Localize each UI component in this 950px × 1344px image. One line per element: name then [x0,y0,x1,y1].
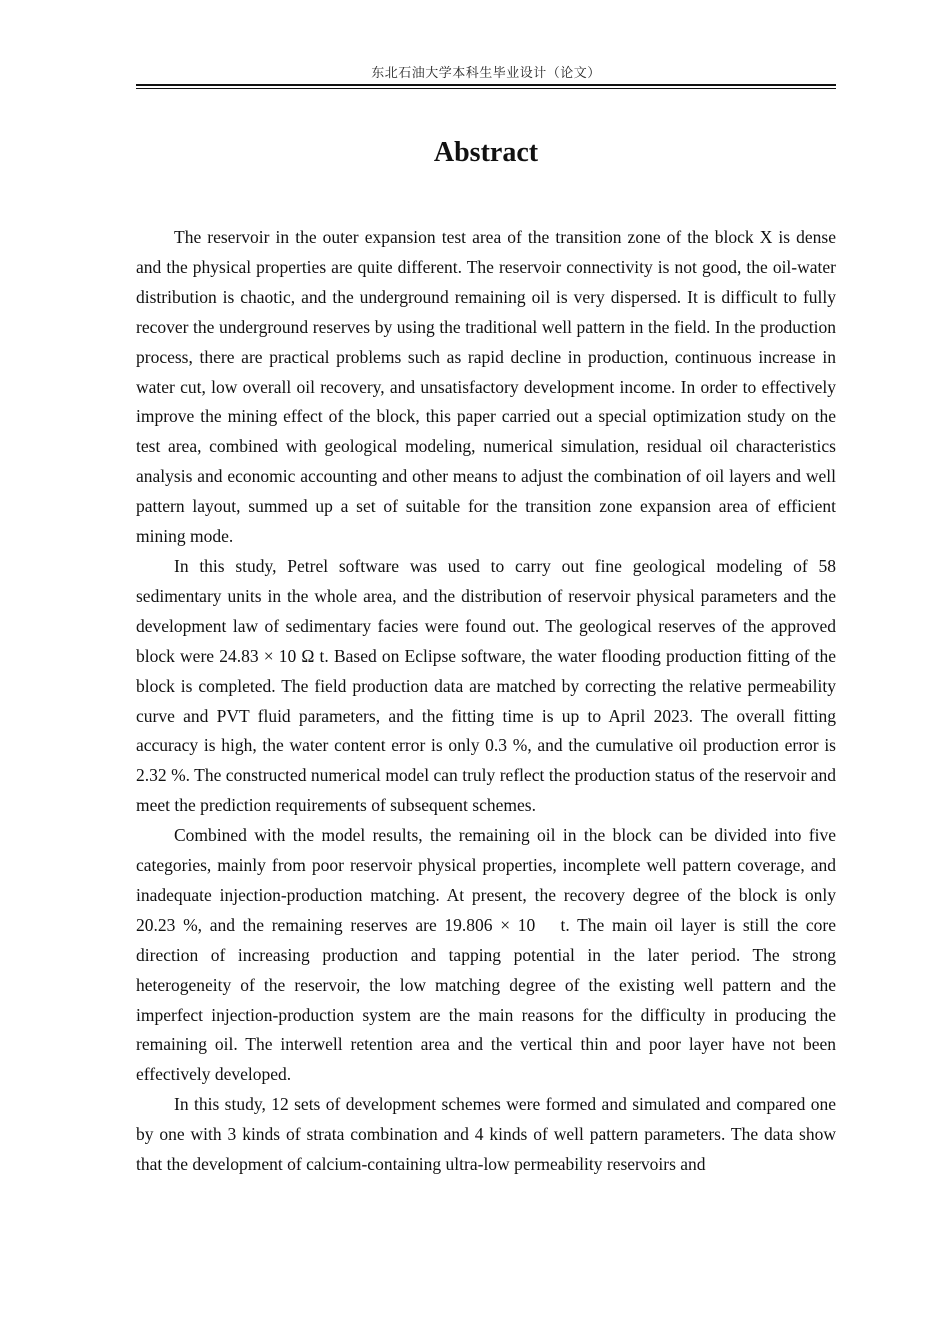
running-header: 东北石油大学本科生毕业设计（论文） [371,66,601,81]
abstract-body [136,223,836,1180]
paragraph-3: Combined with the model results, the remaining oil in the block can be divided into five categories, mainly from poor reservoir physical properties, incomplete well pattern coverage, and inadequate injection-production matching. At present, the recovery degree of the block is only 20.23 %, and the remaining reserves are 19.806 × 10 t. The main oil layer is still the core direction of increasing production and tapping potential in the later period. The strong heterogeneity of the reservoir, the low matching degree of the existing well pattern and the imperfect injection-production system are the main reasons for the difficulty in producing the remaining oil. The interwell retention area and the vertical thin and poor layer have not been effectively developed. [136,825,836,1085]
header-rule-thin [136,88,836,89]
header-rule-thick [136,84,836,86]
page-title: Abstract [433,137,539,168]
paragraph-4: In this study, 12 sets of development schemes were formed and simulated and compared one by one with 3 kinds of strata combination and 4 kinds of well pattern parameters. The data show that the development of calcium-containing ultra-low permeability reservoirs and [136,1094,836,1175]
paragraph-1: The reservoir in the outer expansion test area of the transition zone of the block X is dense and the physical properties are quite different. The reservoir connectivity is not good, the oil-water distribution is chaotic, and the underground remaining oil is very dispersed. It is difficult to fully recover the underground reserves by using the traditional well pattern in the field. In the production process, there are practical problems such as rapid decline in production, continuous increase in water cut, low overall oil recovery, and unsatisfactory development income. In order to effectively improve the mining effect of the block, this paper carried out a special optimization study on the test area, combined with geological modeling, numerical simulation, residual oil characteristics analysis and economic accounting and other means to adjust the combination of oil layers and well pattern layout, summed up a set of suitable for the transition zone expansion area of efficient mining mode. [136,227,836,547]
paragraph-2: In this study, Petrel software was used to carry out fine geological modeling of 58 sedimentary units in the whole area, and the distribution of reservoir physical parameters and the development law of sedimentary facies were found out. The geological reserves of the approved block were 24.83 × 10 Ω t. Based on Eclipse software, the water flooding production fitting of the block is completed. The field production data are matched by correcting the relative permeability curve and PVT fluid parameters, and the fitting time is up to April 2023. The overall fitting accuracy is high, the water content error is only 0.3 %, and the cumulative oil production error is 2.32 %. The constructed numerical model can truly reflect the production status of the reservoir and meet the prediction requirements of subsequent schemes. [136,555,836,816]
